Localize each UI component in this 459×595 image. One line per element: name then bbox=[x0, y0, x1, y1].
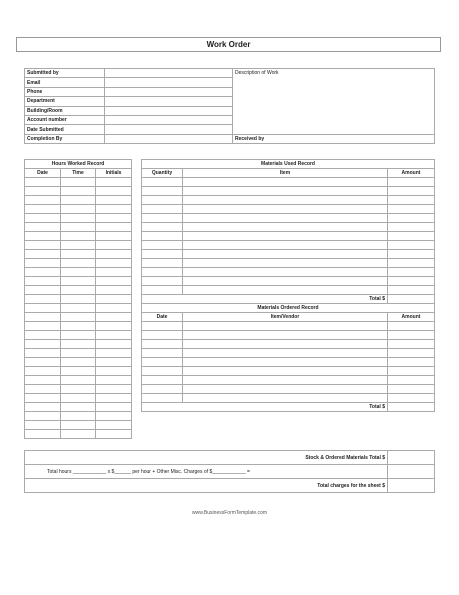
hours-cell[interactable] bbox=[25, 340, 61, 349]
hours-cell[interactable] bbox=[96, 241, 132, 250]
materials-ordered-row bbox=[142, 376, 435, 385]
info-label: Department bbox=[25, 97, 105, 106]
hours-cell[interactable] bbox=[96, 340, 132, 349]
hours-cell[interactable] bbox=[25, 421, 61, 430]
hours-cell[interactable] bbox=[61, 295, 96, 304]
materials-ordered-cell[interactable] bbox=[388, 376, 435, 385]
materials-used-row bbox=[142, 214, 435, 223]
materials-used-row bbox=[142, 286, 435, 295]
materials-ordered-row bbox=[142, 322, 435, 331]
info-value-field[interactable] bbox=[105, 125, 233, 134]
hours-cell[interactable] bbox=[61, 412, 96, 421]
materials-ordered-cell[interactable] bbox=[183, 394, 388, 403]
materials-used-col-amount: Amount bbox=[388, 169, 435, 178]
materials-used-cell[interactable] bbox=[183, 268, 388, 277]
hours-cell[interactable] bbox=[96, 250, 132, 259]
materials-used-row bbox=[142, 187, 435, 196]
hours-cell[interactable] bbox=[61, 385, 96, 394]
hours-cell[interactable] bbox=[61, 286, 96, 295]
hours-cell[interactable] bbox=[61, 178, 96, 187]
hours-row bbox=[25, 340, 132, 349]
hours-cell[interactable] bbox=[61, 304, 96, 313]
materials-used-cell[interactable] bbox=[388, 268, 435, 277]
hours-cell[interactable] bbox=[25, 358, 61, 367]
info-label: Phone bbox=[25, 87, 105, 96]
description-field[interactable] bbox=[233, 69, 435, 135]
hours-cell[interactable] bbox=[96, 367, 132, 376]
materials-ordered-title: Materials Ordered Record bbox=[142, 304, 435, 313]
hours-cell[interactable] bbox=[25, 304, 61, 313]
hours-cell[interactable] bbox=[61, 430, 96, 439]
hours-cell[interactable] bbox=[25, 187, 61, 196]
materials-ordered-row bbox=[142, 349, 435, 358]
hours-cell[interactable] bbox=[96, 277, 132, 286]
hours-cell[interactable] bbox=[61, 376, 96, 385]
materials-ordered-cell[interactable] bbox=[388, 340, 435, 349]
materials-used-cell[interactable] bbox=[142, 196, 183, 205]
materials-used-row bbox=[142, 223, 435, 232]
materials-ordered-cell[interactable] bbox=[388, 385, 435, 394]
info-value-field[interactable] bbox=[105, 69, 233, 78]
hours-cell[interactable] bbox=[96, 322, 132, 331]
materials-used-cell[interactable] bbox=[388, 259, 435, 268]
stock-total-label: Stock & Ordered Materials Total $ bbox=[25, 451, 388, 465]
materials-used-cell[interactable] bbox=[142, 259, 183, 268]
hours-cell[interactable] bbox=[61, 187, 96, 196]
hours-row bbox=[25, 313, 132, 322]
materials-ordered-cell[interactable] bbox=[183, 385, 388, 394]
materials-used-cell[interactable] bbox=[142, 205, 183, 214]
hours-cell[interactable] bbox=[61, 268, 96, 277]
hours-cell[interactable] bbox=[61, 367, 96, 376]
materials-ordered-col-item-vendor: Item/Vendor bbox=[183, 313, 388, 322]
hours-row bbox=[25, 367, 132, 376]
materials-used-cell[interactable] bbox=[388, 223, 435, 232]
hours-row bbox=[25, 277, 132, 286]
hours-cell[interactable] bbox=[61, 331, 96, 340]
hours-cell[interactable] bbox=[25, 430, 61, 439]
hours-cell[interactable] bbox=[61, 205, 96, 214]
materials-ordered-row bbox=[142, 367, 435, 376]
hours-row bbox=[25, 232, 132, 241]
materials-used-cell[interactable] bbox=[183, 232, 388, 241]
hours-row bbox=[25, 322, 132, 331]
hours-row bbox=[25, 403, 132, 412]
materials-used-table bbox=[141, 159, 435, 412]
materials-used-title: Materials Used Record bbox=[142, 160, 435, 169]
materials-used-cell[interactable] bbox=[183, 223, 388, 232]
materials-used-cell[interactable] bbox=[388, 196, 435, 205]
materials-used-cell[interactable] bbox=[142, 232, 183, 241]
hours-row bbox=[25, 394, 132, 403]
info-value-field[interactable] bbox=[105, 78, 233, 87]
hours-cell[interactable] bbox=[96, 205, 132, 214]
footer-url: www.BusinessFormTemplate.com bbox=[191, 510, 268, 516]
info-label: Email bbox=[25, 78, 105, 87]
hours-cell[interactable] bbox=[96, 223, 132, 232]
hours-cell[interactable] bbox=[25, 286, 61, 295]
hours-row bbox=[25, 250, 132, 259]
hours-row bbox=[25, 421, 132, 430]
materials-ordered-cell[interactable] bbox=[183, 331, 388, 340]
materials-ordered-cell[interactable] bbox=[388, 367, 435, 376]
materials-used-cell[interactable] bbox=[183, 241, 388, 250]
hours-row bbox=[25, 223, 132, 232]
materials-used-row bbox=[142, 205, 435, 214]
hours-charge-cell[interactable] bbox=[388, 465, 435, 479]
materials-ordered-row bbox=[142, 385, 435, 394]
hours-row bbox=[25, 385, 132, 394]
materials-used-cell[interactable] bbox=[388, 187, 435, 196]
materials-used-cell[interactable] bbox=[183, 178, 388, 187]
materials-ordered-cell[interactable] bbox=[183, 376, 388, 385]
materials-used-cell[interactable] bbox=[388, 205, 435, 214]
materials-ordered-cell[interactable] bbox=[142, 385, 183, 394]
hours-row bbox=[25, 196, 132, 205]
materials-used-row bbox=[142, 259, 435, 268]
materials-used-cell[interactable] bbox=[142, 268, 183, 277]
materials-ordered-col-date: Date bbox=[142, 313, 183, 322]
materials-ordered-cell[interactable] bbox=[142, 376, 183, 385]
hours-cell[interactable] bbox=[25, 223, 61, 232]
hours-cell[interactable] bbox=[61, 421, 96, 430]
hours-cell[interactable] bbox=[96, 259, 132, 268]
hours-cell[interactable] bbox=[25, 367, 61, 376]
materials-used-cell[interactable] bbox=[388, 214, 435, 223]
hours-col-date: Date bbox=[25, 169, 61, 178]
hours-cell[interactable] bbox=[61, 259, 96, 268]
hours-cell[interactable] bbox=[25, 277, 61, 286]
hours-cell[interactable] bbox=[96, 403, 132, 412]
hours-cell[interactable] bbox=[61, 394, 96, 403]
hours-row bbox=[25, 358, 132, 367]
hours-row bbox=[25, 214, 132, 223]
materials-used-row bbox=[142, 268, 435, 277]
hours-charge-line: Total hours ____________ x $______ per hour + Other Misc. Charges of $____________ = bbox=[25, 465, 388, 479]
hours-cell[interactable] bbox=[61, 196, 96, 205]
hours-cell[interactable] bbox=[25, 205, 61, 214]
materials-used-row bbox=[142, 241, 435, 250]
materials-used-cell[interactable] bbox=[183, 277, 388, 286]
hours-cell[interactable] bbox=[96, 295, 132, 304]
stock-total-cell[interactable] bbox=[388, 451, 435, 465]
hours-row bbox=[25, 286, 132, 295]
hours-cell[interactable] bbox=[25, 196, 61, 205]
hours-cell[interactable] bbox=[96, 187, 132, 196]
info-label: Completion By bbox=[25, 134, 105, 143]
hours-cell[interactable] bbox=[96, 313, 132, 322]
hours-cell[interactable] bbox=[61, 358, 96, 367]
materials-used-col-quantity: Quantity bbox=[142, 169, 183, 178]
hours-cell[interactable] bbox=[96, 385, 132, 394]
hours-row bbox=[25, 412, 132, 421]
received-by-field[interactable] bbox=[233, 134, 435, 143]
hours-row bbox=[25, 430, 132, 439]
materials-ordered-cell[interactable] bbox=[388, 331, 435, 340]
hours-cell[interactable] bbox=[25, 322, 61, 331]
hours-table bbox=[24, 159, 132, 439]
info-label: Date Submitted bbox=[25, 125, 105, 134]
hours-cell[interactable] bbox=[25, 376, 61, 385]
materials-ordered-cell[interactable] bbox=[183, 358, 388, 367]
info-value-field[interactable] bbox=[105, 134, 233, 143]
hours-col-initials: Initials bbox=[96, 169, 132, 178]
hours-cell[interactable] bbox=[61, 340, 96, 349]
hours-cell[interactable] bbox=[25, 385, 61, 394]
hours-cell[interactable] bbox=[96, 214, 132, 223]
materials-used-cell[interactable] bbox=[142, 178, 183, 187]
hours-cell[interactable] bbox=[96, 268, 132, 277]
materials-used-cell[interactable] bbox=[388, 241, 435, 250]
materials-ordered-cell[interactable] bbox=[142, 367, 183, 376]
materials-ordered-total-cell[interactable] bbox=[388, 403, 435, 412]
description-label: Description of Work bbox=[235, 70, 279, 76]
hours-cell[interactable] bbox=[25, 349, 61, 358]
materials-ordered-row bbox=[142, 331, 435, 340]
hours-cell[interactable] bbox=[25, 403, 61, 412]
hours-cell[interactable] bbox=[61, 223, 96, 232]
materials-ordered-col-amount: Amount bbox=[388, 313, 435, 322]
hours-cell[interactable] bbox=[25, 268, 61, 277]
materials-ordered-cell[interactable] bbox=[183, 340, 388, 349]
hours-cell[interactable] bbox=[25, 232, 61, 241]
hours-cell[interactable] bbox=[25, 259, 61, 268]
materials-ordered-row bbox=[142, 394, 435, 403]
info-value-field[interactable] bbox=[105, 87, 233, 96]
page-title: Work Order bbox=[16, 37, 441, 52]
hours-row bbox=[25, 205, 132, 214]
hours-cell[interactable] bbox=[96, 232, 132, 241]
hours-title: Hours Worked Record bbox=[25, 160, 132, 169]
hours-cell[interactable] bbox=[96, 196, 132, 205]
hours-cell[interactable] bbox=[61, 313, 96, 322]
materials-used-cell[interactable] bbox=[142, 214, 183, 223]
hours-cell[interactable] bbox=[96, 376, 132, 385]
hours-cell[interactable] bbox=[61, 241, 96, 250]
materials-used-cell[interactable] bbox=[183, 286, 388, 295]
materials-used-total-cell[interactable] bbox=[388, 295, 435, 304]
materials-ordered-cell[interactable] bbox=[388, 394, 435, 403]
materials-used-row bbox=[142, 178, 435, 187]
materials-ordered-cell[interactable] bbox=[388, 322, 435, 331]
hours-cell[interactable] bbox=[96, 304, 132, 313]
materials-ordered-cell[interactable] bbox=[183, 367, 388, 376]
hours-cell[interactable] bbox=[25, 313, 61, 322]
hours-cell[interactable] bbox=[25, 214, 61, 223]
info-label: Building/Room bbox=[25, 106, 105, 115]
materials-used-cell[interactable] bbox=[388, 277, 435, 286]
info-table bbox=[24, 68, 435, 144]
info-value-field[interactable] bbox=[105, 106, 233, 115]
hours-cell[interactable] bbox=[61, 349, 96, 358]
hours-cell[interactable] bbox=[96, 394, 132, 403]
hours-row bbox=[25, 268, 132, 277]
materials-used-cell[interactable] bbox=[388, 286, 435, 295]
hours-cell[interactable] bbox=[25, 178, 61, 187]
hours-cell[interactable] bbox=[96, 349, 132, 358]
hours-cell[interactable] bbox=[96, 286, 132, 295]
materials-used-cell[interactable] bbox=[183, 259, 388, 268]
hours-row bbox=[25, 295, 132, 304]
materials-ordered-cell[interactable] bbox=[142, 340, 183, 349]
materials-ordered-total-label: Total $ bbox=[142, 403, 388, 412]
hours-row bbox=[25, 376, 132, 385]
materials-ordered-cell[interactable] bbox=[183, 349, 388, 358]
materials-used-cell[interactable] bbox=[183, 250, 388, 259]
hours-row bbox=[25, 304, 132, 313]
materials-used-row bbox=[142, 196, 435, 205]
hours-cell[interactable] bbox=[61, 403, 96, 412]
hours-row bbox=[25, 331, 132, 340]
materials-used-cell[interactable] bbox=[142, 286, 183, 295]
materials-ordered-cell[interactable] bbox=[142, 394, 183, 403]
materials-used-cell[interactable] bbox=[142, 250, 183, 259]
materials-used-cell[interactable] bbox=[388, 178, 435, 187]
hours-cell[interactable] bbox=[96, 421, 132, 430]
hours-cell[interactable] bbox=[25, 331, 61, 340]
hours-cell[interactable] bbox=[25, 250, 61, 259]
materials-ordered-cell[interactable] bbox=[142, 358, 183, 367]
materials-ordered-cell[interactable] bbox=[183, 322, 388, 331]
hours-cell[interactable] bbox=[25, 394, 61, 403]
hours-cell[interactable] bbox=[25, 412, 61, 421]
materials-used-cell[interactable] bbox=[142, 241, 183, 250]
materials-ordered-row bbox=[142, 358, 435, 367]
hours-row bbox=[25, 349, 132, 358]
hours-row bbox=[25, 178, 132, 187]
materials-used-row bbox=[142, 250, 435, 259]
hours-cell[interactable] bbox=[25, 295, 61, 304]
info-label: Submitted by bbox=[25, 69, 105, 78]
hours-cell[interactable] bbox=[61, 250, 96, 259]
materials-ordered-cell[interactable] bbox=[388, 358, 435, 367]
hours-row bbox=[25, 259, 132, 268]
materials-used-total-label: Total $ bbox=[142, 295, 388, 304]
materials-used-row bbox=[142, 232, 435, 241]
materials-ordered-cell[interactable] bbox=[142, 349, 183, 358]
materials-used-cell[interactable] bbox=[183, 214, 388, 223]
materials-used-row bbox=[142, 277, 435, 286]
hours-cell[interactable] bbox=[61, 214, 96, 223]
hours-cell[interactable] bbox=[61, 277, 96, 286]
hours-row bbox=[25, 187, 132, 196]
materials-used-col-item: Item bbox=[183, 169, 388, 178]
materials-used-cell[interactable] bbox=[183, 205, 388, 214]
hours-cell[interactable] bbox=[61, 322, 96, 331]
materials-used-cell[interactable] bbox=[183, 187, 388, 196]
info-label: Account number bbox=[25, 115, 105, 124]
materials-ordered-row bbox=[142, 340, 435, 349]
materials-ordered-cell[interactable] bbox=[388, 349, 435, 358]
materials-used-cell[interactable] bbox=[142, 223, 183, 232]
summary-table bbox=[24, 450, 435, 493]
hours-row bbox=[25, 241, 132, 250]
hours-cell[interactable] bbox=[96, 358, 132, 367]
sheet-total-label: Total charges for the sheet $ bbox=[25, 479, 388, 493]
hours-cell[interactable] bbox=[61, 232, 96, 241]
received-by-label: Received by bbox=[235, 135, 265, 142]
materials-ordered-cell[interactable] bbox=[142, 331, 183, 340]
info-value-field[interactable] bbox=[105, 97, 233, 106]
hours-cell[interactable] bbox=[96, 178, 132, 187]
info-value-field[interactable] bbox=[105, 115, 233, 124]
hours-cell[interactable] bbox=[25, 241, 61, 250]
materials-used-cell[interactable] bbox=[388, 250, 435, 259]
materials-used-cell[interactable] bbox=[388, 232, 435, 241]
hours-cell[interactable] bbox=[96, 412, 132, 421]
materials-used-cell[interactable] bbox=[183, 196, 388, 205]
hours-cell[interactable] bbox=[96, 331, 132, 340]
materials-used-cell[interactable] bbox=[142, 277, 183, 286]
materials-ordered-cell[interactable] bbox=[142, 322, 183, 331]
materials-used-cell[interactable] bbox=[142, 187, 183, 196]
sheet-total-cell[interactable] bbox=[388, 479, 435, 493]
hours-cell[interactable] bbox=[96, 430, 132, 439]
hours-col-time: Time bbox=[61, 169, 96, 178]
